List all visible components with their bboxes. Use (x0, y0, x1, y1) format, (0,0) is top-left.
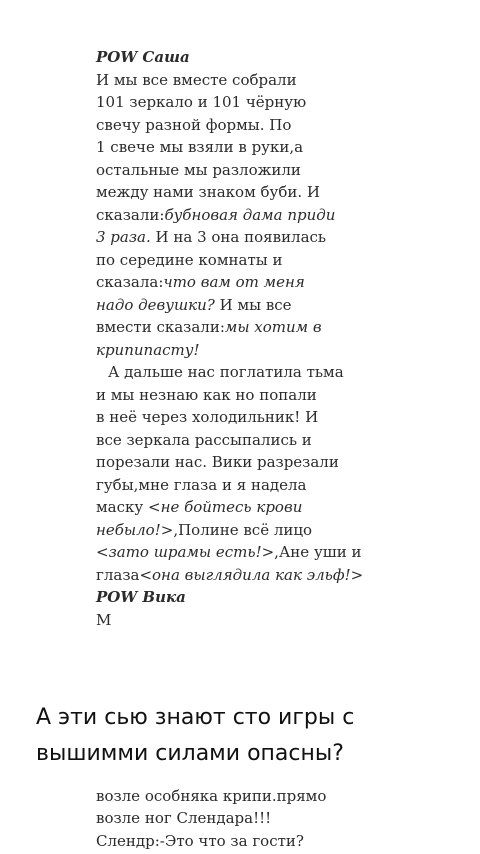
section-heading-vika: POW Вика (96, 588, 186, 606)
text-line: А дальше нас поглатила тьма (108, 363, 344, 381)
text-line: остальные мы разложили (96, 160, 301, 179)
italic-run: небыло! (96, 520, 161, 539)
italic-run: она выглядила как эльф! (152, 565, 351, 584)
clipped-text-line (96, 787, 386, 807)
text-run: >,Ане уши и (261, 543, 362, 561)
text-line (96, 271, 386, 294)
text-line: все зеркала рассыпались и (96, 430, 312, 449)
text-line: свечу разной формы. По (96, 115, 292, 134)
text-run: > (350, 565, 364, 584)
text-run: маску < (96, 498, 161, 516)
section-heading-sasha: POW Саша (96, 48, 190, 66)
text-run: И на 3 она появилась (150, 228, 327, 246)
text-line: порезали нас. Вики разрезали (96, 453, 339, 471)
text-line: и мы незнаю как но попали (96, 385, 317, 404)
text-line (96, 541, 386, 564)
text-line: возле ног Слендара!!! (96, 809, 272, 827)
text-run: вмести сказали: (96, 318, 225, 336)
text-line: по середине комнаты и (96, 250, 283, 269)
text-line (96, 204, 386, 227)
text-run: возле особняка крипи.прямо (96, 787, 327, 805)
italic-run: зато шрамы есть! (108, 543, 262, 561)
text-line: И мы все вместе собрали (96, 70, 297, 89)
italic-run: бубновая дама приди (164, 205, 336, 224)
text-line: 1 свече мы взяли в руки,а (96, 138, 304, 156)
text-line (96, 294, 386, 317)
clipped-text-line: М (96, 610, 112, 629)
text-line: крипипасту! (96, 340, 200, 359)
document-page-top (96, 46, 386, 629)
text-line: 101 зеркало и 101 чёрную (96, 93, 307, 111)
text-line: между нами знаком буби. И (96, 183, 321, 201)
text-line (96, 519, 386, 542)
italic-run: мы хотим в (224, 318, 322, 336)
italic-run: 3 раза. (96, 228, 151, 246)
document-page-bottom (96, 787, 386, 850)
text-run: сказала: (96, 273, 164, 291)
text-run: сказали: (96, 205, 165, 224)
text-run: И мы все (214, 295, 292, 314)
text-run: глаза< (96, 565, 153, 584)
italic-run: не бойтесь крови (160, 498, 303, 516)
text-line (96, 564, 386, 587)
text-line: губы,мне глаза и я надела (96, 475, 307, 494)
caption-line: вышимми силами опасны? (36, 741, 344, 766)
text-line: в неё через холодильник! И (96, 408, 319, 426)
text-line (96, 316, 386, 339)
text-line (96, 496, 386, 519)
caption-line: А эти сью знают сто игры с (36, 705, 355, 730)
italic-run: что вам от меня (163, 273, 305, 291)
text-run: >,Полине всё лицо (160, 520, 313, 539)
text-run: < (96, 543, 109, 561)
italic-run: надо девушки? (96, 295, 215, 314)
text-line (96, 226, 386, 249)
question-caption (36, 700, 456, 772)
clipped-text-line: Слендр:-Это что за гости? (96, 831, 304, 850)
